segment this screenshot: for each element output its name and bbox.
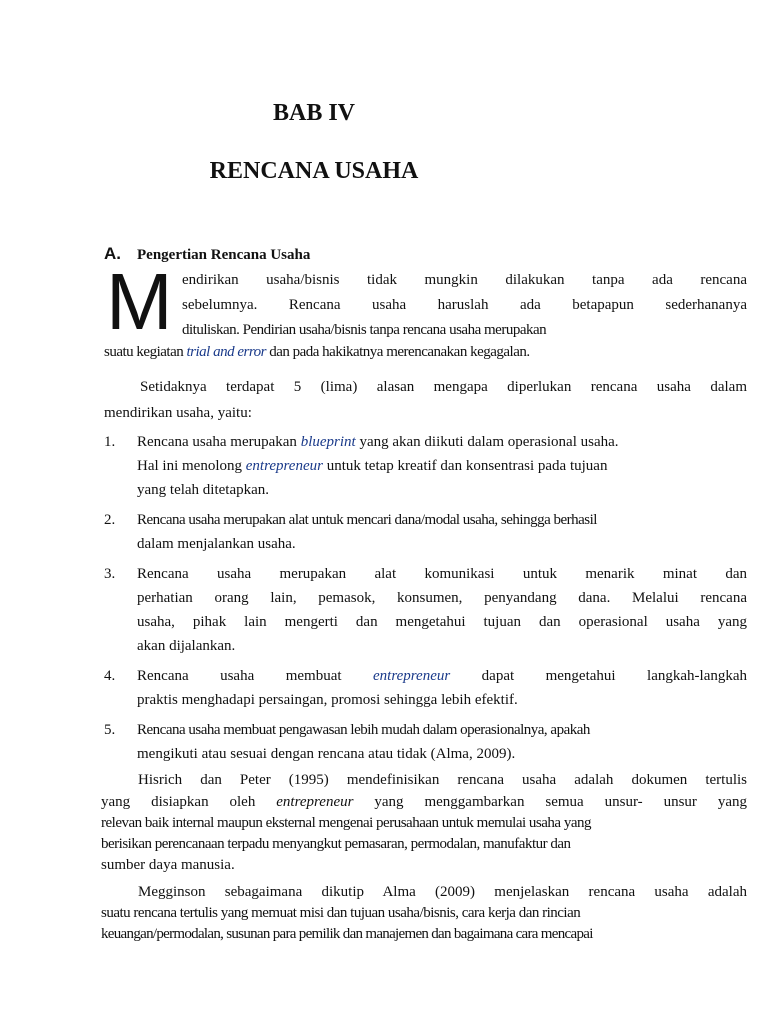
hisrich-line-2-italic: entrepreneur — [276, 794, 354, 810]
intro-line-4-c: dan pada hakikatnya merencanakan kegagalan. — [265, 344, 530, 360]
item-1-line-1-c: yang akan diikuti dalam operasional usaha. — [355, 434, 619, 450]
item-1-line-2-italic: entrepreneur — [245, 458, 323, 474]
list-number-5: 5. — [104, 722, 116, 738]
intro-line-1: endirikan usaha/bisnis tidak mungkin dilakukan tanpa ada rencana — [182, 272, 747, 288]
drop-cap: M — [106, 257, 173, 346]
hisrich-line-1: Hisrich dan Peter (1995) mendefinisikan rencana usaha adalah dokumen tertulis — [138, 772, 747, 788]
intro-line-4 — [104, 342, 530, 362]
megginson-line-3: keuangan/permodalan, susunan para pemilik dan manajemen dan bagaimana cara mencapai — [101, 926, 593, 942]
item-1-line-2-c: untuk tetap kreatif dan konsentrasi pada tujuan — [322, 458, 608, 474]
item-1-line-1 — [137, 432, 619, 452]
section-title: Pengertian Rencana Usaha — [137, 247, 311, 263]
item-1-line-2 — [137, 456, 607, 476]
item-4-line-1 — [137, 666, 747, 686]
list-number-2: 2. — [104, 512, 116, 528]
reasons-intro-line-2: mendirikan usaha, yaitu: — [104, 405, 252, 421]
hisrich-line-2-a: yang disiapkan oleh — [101, 794, 277, 810]
item-5-line-2: mengikuti atau sesuai dengan rencana atau tidak (Alma, 2009). — [137, 746, 516, 762]
list-number-4: 4. — [104, 668, 116, 684]
list-number-1: 1. — [104, 434, 116, 450]
item-4-line-1-c: dapat mengetahui langkah-langkah — [450, 668, 748, 684]
reasons-intro-line-1: Setidaknya terdapat 5 (lima) alasan mengapa diperlukan rencana usaha dalam — [140, 379, 747, 395]
intro-line-4-italic: trial and error — [186, 344, 266, 360]
hisrich-line-3: relevan baik internal maupun eksternal mengenai perusahaan untuk memulai usaha yang — [101, 815, 591, 831]
item-4-line-2: praktis menghadapi persaingan, promosi sehingga lebih efektif. — [137, 692, 518, 708]
item-1-line-1-italic: blueprint — [300, 434, 356, 450]
item-3-line-3: usaha, pihak lain mengerti dan mengetahui tujuan dan operasional usaha yang — [137, 614, 747, 630]
item-3-line-2: perhatian orang lain, pemasok, konsumen, penyandang dana. Melalui rencana — [137, 590, 747, 606]
item-1-line-3: yang telah ditetapkan. — [137, 482, 270, 498]
item-4-line-1-a: Rencana usaha membuat — [137, 668, 373, 684]
intro-line-4-a: suatu kegiatan — [104, 344, 187, 360]
hisrich-line-5: sumber daya manusia. — [101, 857, 235, 873]
item-2-line-2: dalam menjalankan usaha. — [137, 536, 296, 552]
list-number-3: 3. — [104, 566, 116, 582]
intro-line-2: sebelumnya. Rencana usaha haruslah ada betapapun sederhananya — [182, 297, 747, 313]
item-3-line-4: akan dijalankan. — [137, 638, 236, 654]
item-2-line-1: Rencana usaha merupakan alat untuk mencari dana/modal usaha, sehingga berhasil — [137, 512, 597, 528]
section-letter: A. — [104, 244, 121, 263]
item-4-line-1-italic: entrepreneur — [373, 668, 451, 684]
megginson-line-2: suatu rencana tertulis yang memuat misi dan tujuan usaha/bisnis, cara kerja dan rincian — [101, 905, 581, 921]
hisrich-line-2 — [101, 792, 747, 812]
chapter-title: RENCANA USAHA — [209, 158, 419, 184]
item-5-line-1: Rencana usaha membuat pengawasan lebih mudah dalam operasionalnya, apakah — [137, 722, 590, 738]
item-1-line-2-a: Hal ini menolong — [137, 458, 246, 474]
item-3-line-1: Rencana usaha merupakan alat komunikasi untuk menarik minat dan — [137, 566, 747, 582]
chapter-number: BAB IV — [272, 100, 356, 126]
item-1-line-1-a: Rencana usaha merupakan — [137, 434, 301, 450]
megginson-line-1: Megginson sebagaimana dikutip Alma (2009) menjelaskan rencana usaha adalah — [138, 884, 747, 900]
intro-line-3: dituliskan. Pendirian usaha/bisnis tanpa rencana usaha merupakan — [182, 322, 547, 338]
hisrich-line-4: berisikan perencanaan terpadu menyangkut pemasaran, permodalan, manufaktur dan — [101, 836, 571, 852]
hisrich-line-2-c: yang menggambarkan semua unsur- unsur yang — [353, 794, 747, 810]
